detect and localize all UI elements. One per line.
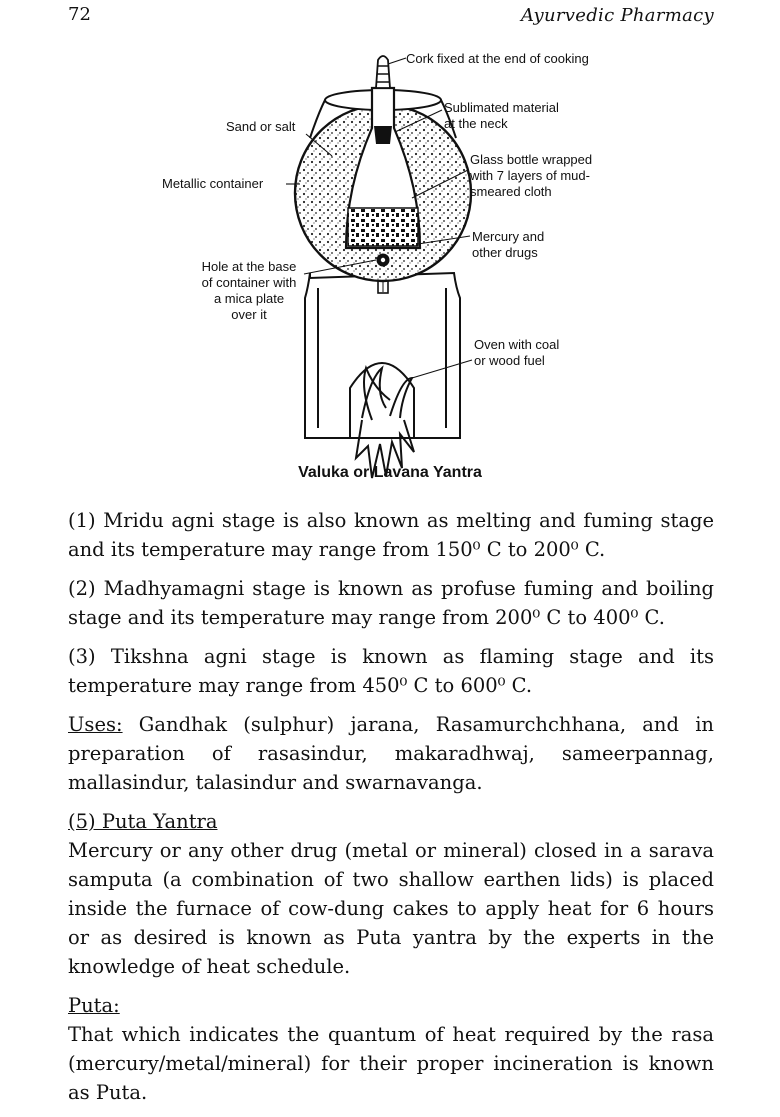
valuka-yantra-figure [150, 48, 630, 488]
label-sand: Sand or salt [226, 119, 296, 134]
paragraph-puta: That which indicates the quantum of heat required by the rasa (mercury/metal/mineral) for their proper incineration is known as Puta. [68, 1023, 714, 1104]
running-title: Ayurvedic Pharmacy [520, 5, 714, 26]
uses-label: Uses: [68, 713, 123, 736]
label-glass-bottle: Glass bottle wrapped with 7 layers of mud- smeared cloth [470, 152, 593, 199]
puta-heading [68, 991, 714, 1020]
cork [376, 56, 390, 88]
flame-icon [356, 368, 414, 478]
stand [305, 273, 460, 438]
puta-heading-text: Puta: [68, 994, 120, 1017]
uses-text: Gandhak (sulphur) jarana, Rasamurchchhana, and in preparation of rasasindur, makaradhwaj, sameerpannag, mallasindur, talasindur and swarnavanga. [68, 713, 714, 794]
body-text [68, 506, 714, 1117]
paragraph-mridu: (1) Mridu agni stage is also known as melting and fuming stage and its temperature may range from 150⁰ C to 200⁰ C. [68, 509, 714, 561]
mercury-contents [348, 208, 418, 246]
label-mercury: Mercury and other drugs [472, 229, 545, 260]
label-metallic-container: Metallic container [162, 176, 264, 191]
paragraph-tikshna: (3) Tikshna agni stage is known as flaming stage and its temperature may range from 450⁰ C to 600⁰ C. [68, 645, 714, 697]
paragraph-madhyama: (2) Madhyamagni stage is known as profuse fuming and boiling stage and its temperature may range from 200⁰ C to 400⁰ C. [68, 577, 714, 629]
page-header [0, 0, 780, 40]
label-base-hole: Hole at the base of container with a mica plate over it [201, 259, 297, 322]
page-number: 72 [68, 4, 91, 25]
label-cork: Cork fixed at the end of cooking [406, 51, 589, 66]
label-oven: Oven with coal or wood fuel [474, 337, 560, 368]
section-heading [68, 807, 714, 836]
paragraph-puta-yantra: Mercury or any other drug (metal or mineral) closed in a sarava samputa (a combination of two shallow earthen lids) is placed inside the furnace of cow-dung cakes to apply heat for 6 hours or as desired is known as Puta yantra by the experts in the knowledge of heat schedule. [68, 839, 714, 978]
paragraph-uses [68, 710, 714, 797]
label-sublimated: Sublimated material at the neck [444, 100, 559, 131]
figure-caption: Valuka or Lavana Yantra [298, 464, 482, 481]
section-heading-text: (5) Puta Yantra [68, 810, 218, 833]
